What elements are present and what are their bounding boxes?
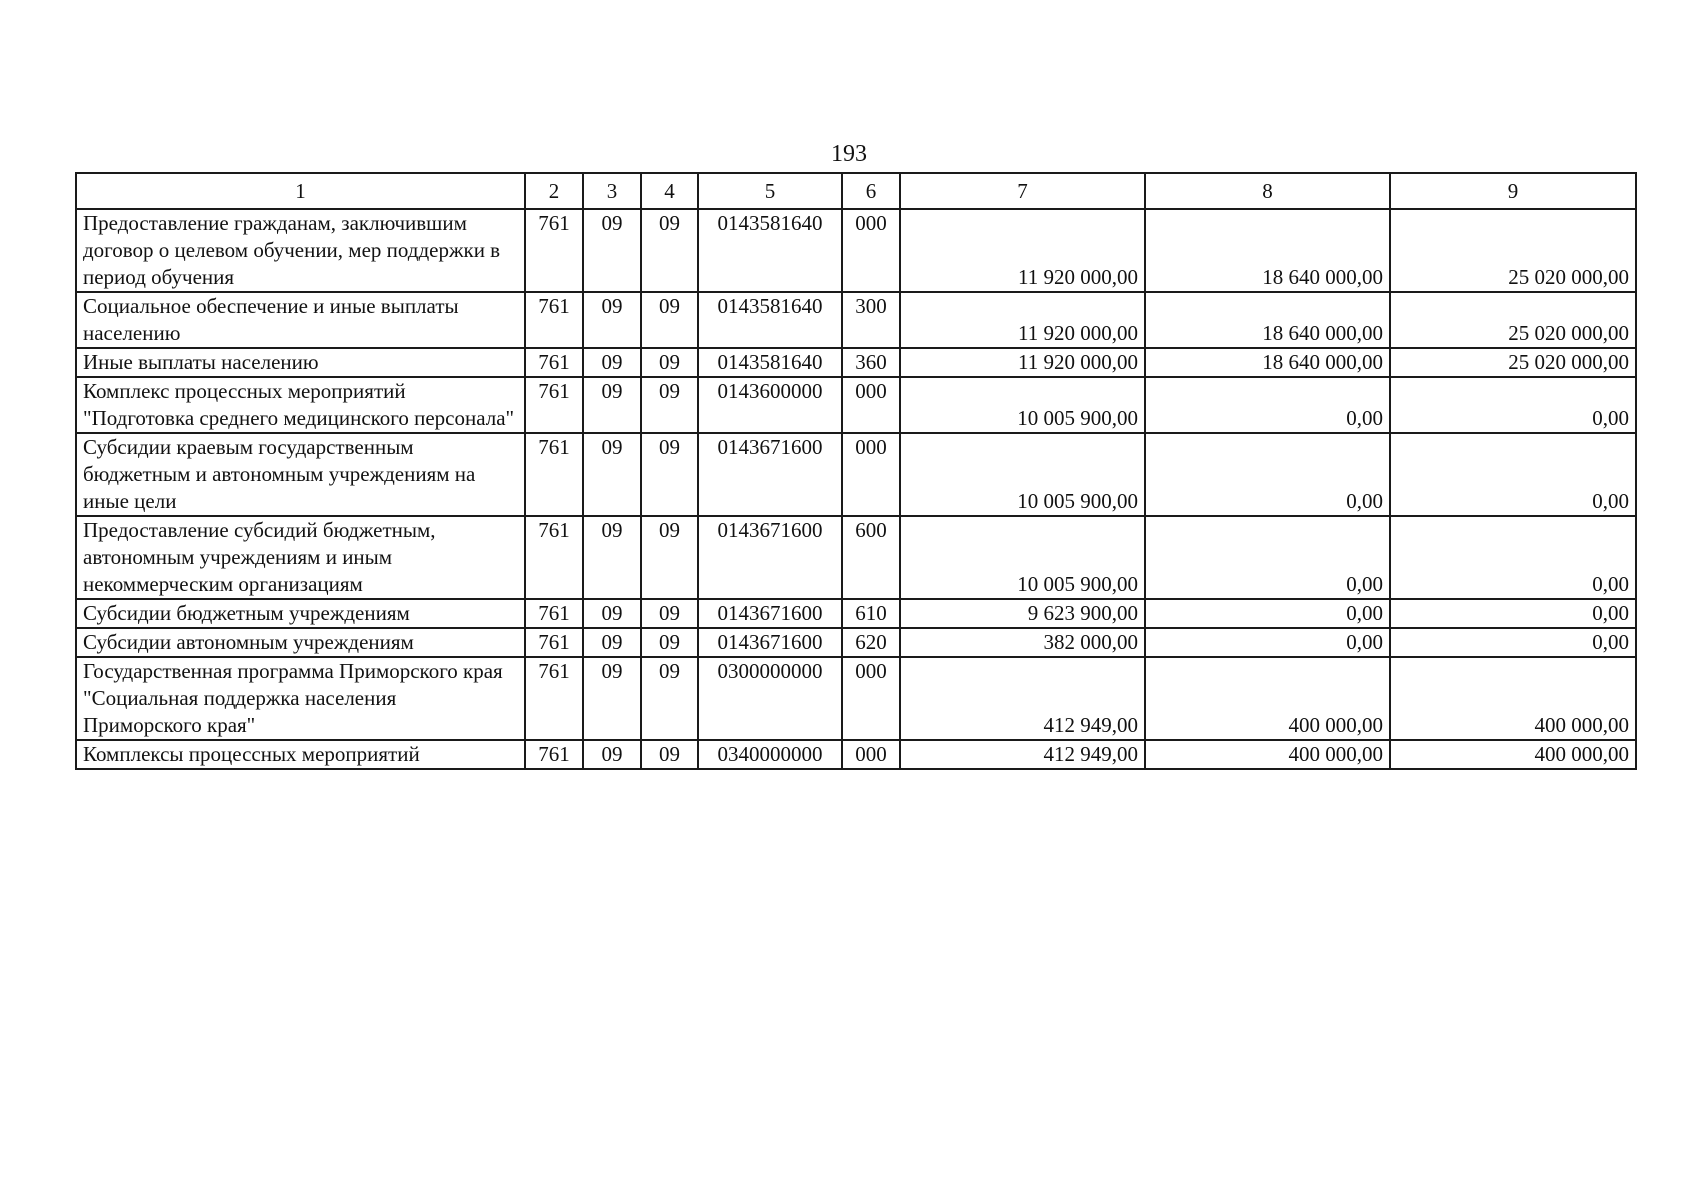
subsection-code-cell: 09 <box>641 740 698 769</box>
amount-col9-cell: 0,00 <box>1390 599 1636 628</box>
amount-col9-cell: 25 020 000,00 <box>1390 292 1636 348</box>
amount-col8-cell: 0,00 <box>1145 433 1390 516</box>
row-name-cell: Предоставление гражданам, заключившим договор о целевом обучении, мер поддержки в период обучения <box>76 209 525 292</box>
amount-col7-cell: 10 005 900,00 <box>900 516 1145 599</box>
target-code-cell: 0143671600 <box>698 516 842 599</box>
table-row <box>76 657 1636 740</box>
section-code-cell: 09 <box>583 657 641 740</box>
amount-col8-cell: 18 640 000,00 <box>1145 292 1390 348</box>
target-code-cell: 0143671600 <box>698 628 842 657</box>
amount-col9-cell: 0,00 <box>1390 377 1636 433</box>
amount-col7-cell: 9 623 900,00 <box>900 599 1145 628</box>
subsection-code-cell: 09 <box>641 657 698 740</box>
table-row <box>76 377 1636 433</box>
section-code-cell: 09 <box>583 348 641 377</box>
subsection-code-cell: 09 <box>641 628 698 657</box>
target-code-cell: 0143581640 <box>698 209 842 292</box>
ministry-code-cell: 761 <box>525 209 583 292</box>
row-name-cell: Государственная программа Приморского края "Социальная поддержка населения Приморского края" <box>76 657 525 740</box>
expense-type-cell: 000 <box>842 740 900 769</box>
column-header-6: 6 <box>842 173 900 209</box>
ministry-code-cell: 761 <box>525 599 583 628</box>
amount-col8-cell: 0,00 <box>1145 599 1390 628</box>
section-code-cell: 09 <box>583 433 641 516</box>
target-code-cell: 0300000000 <box>698 657 842 740</box>
page-number: 193 <box>831 141 867 167</box>
expense-type-cell: 300 <box>842 292 900 348</box>
amount-col8-cell: 0,00 <box>1145 628 1390 657</box>
expense-type-cell: 600 <box>842 516 900 599</box>
expense-type-cell: 000 <box>842 377 900 433</box>
amount-col7-cell: 11 920 000,00 <box>900 348 1145 377</box>
header-row <box>76 173 1636 209</box>
ministry-code-cell: 761 <box>525 348 583 377</box>
target-code-cell: 0143671600 <box>698 599 842 628</box>
section-code-cell: 09 <box>583 628 641 657</box>
table-row <box>76 209 1636 292</box>
column-header-8: 8 <box>1145 173 1390 209</box>
column-header-7: 7 <box>900 173 1145 209</box>
column-header-9: 9 <box>1390 173 1636 209</box>
amount-col7-cell: 412 949,00 <box>900 740 1145 769</box>
amount-col7-cell: 412 949,00 <box>900 657 1145 740</box>
ministry-code-cell: 761 <box>525 292 583 348</box>
expense-type-cell: 620 <box>842 628 900 657</box>
section-code-cell: 09 <box>583 292 641 348</box>
table-row <box>76 292 1636 348</box>
expense-type-cell: 360 <box>842 348 900 377</box>
ministry-code-cell: 761 <box>525 657 583 740</box>
table-row <box>76 740 1636 769</box>
column-header-5: 5 <box>698 173 842 209</box>
row-name-cell: Комплексы процессных мероприятий <box>76 740 525 769</box>
subsection-code-cell: 09 <box>641 209 698 292</box>
expense-type-cell: 000 <box>842 433 900 516</box>
ministry-code-cell: 761 <box>525 628 583 657</box>
section-code-cell: 09 <box>583 377 641 433</box>
subsection-code-cell: 09 <box>641 599 698 628</box>
amount-col9-cell: 400 000,00 <box>1390 740 1636 769</box>
expense-type-cell: 000 <box>842 209 900 292</box>
amount-col9-cell: 0,00 <box>1390 516 1636 599</box>
budget-table <box>75 172 1637 770</box>
row-name-cell: Субсидии краевым государственным бюджетным и автономным учреждениям на иные цели <box>76 433 525 516</box>
table-row <box>76 628 1636 657</box>
subsection-code-cell: 09 <box>641 433 698 516</box>
amount-col7-cell: 382 000,00 <box>900 628 1145 657</box>
amount-col9-cell: 0,00 <box>1390 628 1636 657</box>
subsection-code-cell: 09 <box>641 292 698 348</box>
amount-col9-cell: 0,00 <box>1390 433 1636 516</box>
table-row <box>76 433 1636 516</box>
section-code-cell: 09 <box>583 740 641 769</box>
table-row <box>76 599 1636 628</box>
target-code-cell: 0143581640 <box>698 348 842 377</box>
amount-col8-cell: 18 640 000,00 <box>1145 209 1390 292</box>
section-code-cell: 09 <box>583 516 641 599</box>
expense-type-cell: 000 <box>842 657 900 740</box>
target-code-cell: 0340000000 <box>698 740 842 769</box>
subsection-code-cell: 09 <box>641 348 698 377</box>
section-code-cell: 09 <box>583 209 641 292</box>
ministry-code-cell: 761 <box>525 516 583 599</box>
amount-col8-cell: 18 640 000,00 <box>1145 348 1390 377</box>
row-name-cell: Иные выплаты населению <box>76 348 525 377</box>
amount-col7-cell: 11 920 000,00 <box>900 209 1145 292</box>
amount-col8-cell: 400 000,00 <box>1145 740 1390 769</box>
amount-col7-cell: 10 005 900,00 <box>900 377 1145 433</box>
amount-col7-cell: 10 005 900,00 <box>900 433 1145 516</box>
ministry-code-cell: 761 <box>525 433 583 516</box>
subsection-code-cell: 09 <box>641 516 698 599</box>
row-name-cell: Субсидии автономным учреждениям <box>76 628 525 657</box>
column-header-2: 2 <box>525 173 583 209</box>
row-name-cell: Комплекс процессных мероприятий "Подготовка среднего медицинского персонала" <box>76 377 525 433</box>
column-header-4: 4 <box>641 173 698 209</box>
target-code-cell: 0143581640 <box>698 292 842 348</box>
amount-col8-cell: 0,00 <box>1145 377 1390 433</box>
amount-col8-cell: 0,00 <box>1145 516 1390 599</box>
target-code-cell: 0143600000 <box>698 377 842 433</box>
ministry-code-cell: 761 <box>525 740 583 769</box>
table-row <box>76 348 1636 377</box>
table-row <box>76 516 1636 599</box>
target-code-cell: 0143671600 <box>698 433 842 516</box>
amount-col7-cell: 11 920 000,00 <box>900 292 1145 348</box>
expense-type-cell: 610 <box>842 599 900 628</box>
column-header-3: 3 <box>583 173 641 209</box>
section-code-cell: 09 <box>583 599 641 628</box>
amount-col9-cell: 25 020 000,00 <box>1390 209 1636 292</box>
column-header-1: 1 <box>76 173 525 209</box>
row-name-cell: Социальное обеспечение и иные выплаты населению <box>76 292 525 348</box>
row-name-cell: Предоставление субсидий бюджетным, автономным учреждениям и иным некоммерческим организациям <box>76 516 525 599</box>
amount-col9-cell: 25 020 000,00 <box>1390 348 1636 377</box>
subsection-code-cell: 09 <box>641 377 698 433</box>
ministry-code-cell: 761 <box>525 377 583 433</box>
amount-col8-cell: 400 000,00 <box>1145 657 1390 740</box>
row-name-cell: Субсидии бюджетным учреждениям <box>76 599 525 628</box>
amount-col9-cell: 400 000,00 <box>1390 657 1636 740</box>
